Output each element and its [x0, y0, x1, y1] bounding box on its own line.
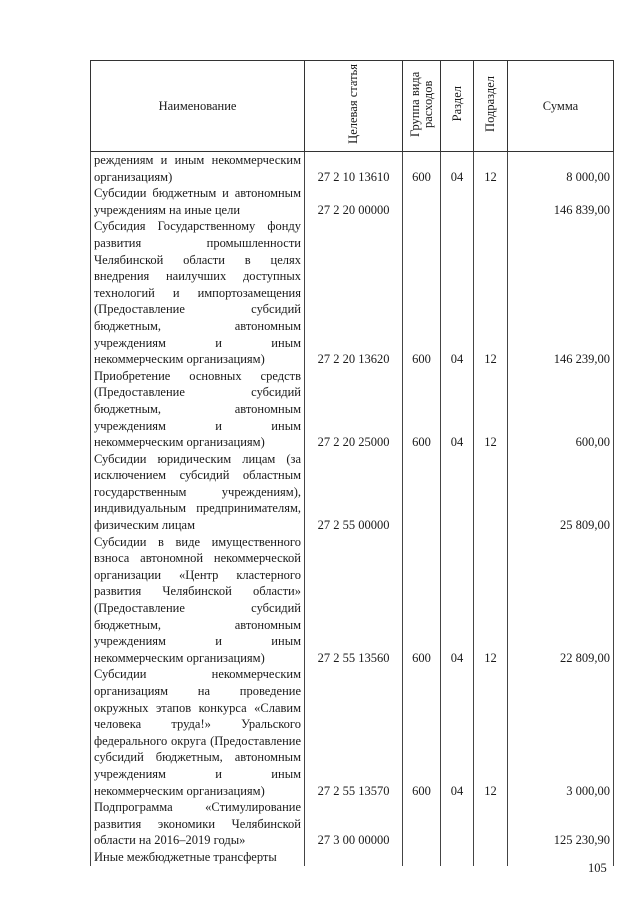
cell-group: 600 [403, 534, 441, 667]
table-row [91, 218, 614, 367]
cell-section [441, 185, 474, 218]
table-row [91, 451, 614, 534]
cell-group: 600 [403, 368, 441, 451]
cell-group [403, 451, 441, 534]
cell-subsection [474, 849, 508, 866]
cell-sum: 25 809,00 [508, 451, 614, 534]
cell-group [403, 799, 441, 849]
cell-code: 27 2 10 13610 [305, 152, 403, 186]
cell-group [403, 185, 441, 218]
cell-subsection [474, 185, 508, 218]
page-number: 105 [588, 861, 607, 875]
cell-subsection: 12 [474, 534, 508, 667]
cell-name: Иные межбюджетные трансферты [91, 849, 305, 866]
cell-subsection: 12 [474, 368, 508, 451]
cell-sum: 146 239,00 [508, 218, 614, 367]
cell-sum: 3 000,00 [508, 666, 614, 799]
cell-section: 04 [441, 152, 474, 186]
cell-name: Подпрограмма «Стимулирование развития экономики Челябинской области на 2016–2019 годы» [91, 799, 305, 849]
cell-subsection [474, 451, 508, 534]
table-row [91, 534, 614, 667]
cell-sum: 125 230,90 [508, 799, 614, 849]
cell-name: Субсидии некоммерческим организациям на проведение окружных этапов конкурса «Славим человека труда!» Уральского федерального округа (Предоставление субсидий бюджетным, автономным учреждениям и иным некоммерческим организациям) [91, 666, 305, 799]
header-code: Целевая статья [305, 61, 403, 152]
header-subsection: Подраздел [474, 61, 508, 152]
cell-section [441, 849, 474, 866]
cell-group [403, 849, 441, 866]
cell-subsection: 12 [474, 218, 508, 367]
table-row [91, 185, 614, 218]
cell-section: 04 [441, 666, 474, 799]
cell-name: реждениям и иным некоммерческим организациям) [91, 152, 305, 186]
cell-section [441, 451, 474, 534]
cell-name: Приобретение основных средств (Предоставление субсидий бюджетным, автономным учреждениям и иным некоммерческим организациям) [91, 368, 305, 451]
cell-group: 600 [403, 666, 441, 799]
cell-name: Субсидии бюджетным и автономным учреждениям на иные цели [91, 185, 305, 218]
cell-code: 27 2 55 13560 [305, 534, 403, 667]
table-row [91, 799, 614, 849]
cell-code: 27 2 20 25000 [305, 368, 403, 451]
cell-name: Субсидии юридическим лицам (за исключением субсидий областным государственным учреждениям), индивидуальным предпринимателям, физическим лицам [91, 451, 305, 534]
cell-section [441, 799, 474, 849]
cell-sum: 146 839,00 [508, 185, 614, 218]
cell-code: 27 2 55 13570 [305, 666, 403, 799]
table-row [91, 849, 614, 866]
cell-group: 600 [403, 152, 441, 186]
header-sum: Сумма [508, 61, 614, 152]
cell-sum: 22 809,00 [508, 534, 614, 667]
cell-group: 600 [403, 218, 441, 367]
cell-section: 04 [441, 218, 474, 367]
cell-subsection [474, 799, 508, 849]
cell-code [305, 849, 403, 866]
cell-subsection: 12 [474, 152, 508, 186]
cell-code: 27 3 00 00000 [305, 799, 403, 849]
cell-subsection: 12 [474, 666, 508, 799]
cell-section: 04 [441, 534, 474, 667]
table-row [91, 152, 614, 186]
cell-code: 27 2 55 00000 [305, 451, 403, 534]
cell-sum: 600,00 [508, 368, 614, 451]
header-section: Раздел [441, 61, 474, 152]
budget-table [90, 60, 614, 866]
cell-name: Субсидии в виде имущественного взноса автономной некоммерческой организации «Центр кластерного развития Челябинской области» (Предоставление субсидий бюджетным, автономным учреждениям и иным некоммерческим организациям) [91, 534, 305, 667]
header-name: Наименование [91, 61, 305, 152]
cell-sum: 8 000,00 [508, 152, 614, 186]
table-row [91, 666, 614, 799]
cell-section: 04 [441, 368, 474, 451]
cell-name: Субсидия Государственному фонду развития промышленности Челябинской области в целях внедрения наилучших доступных технологий и импортозамещения (Предоставление субсидий бюджетным, автономным учреждениям и иным некоммерческим организациям) [91, 218, 305, 367]
cell-code: 27 2 20 13620 [305, 218, 403, 367]
header-group: Группа вида расходов [403, 61, 441, 152]
cell-code: 27 2 20 00000 [305, 185, 403, 218]
table-row [91, 368, 614, 451]
table-header-row [91, 61, 614, 152]
